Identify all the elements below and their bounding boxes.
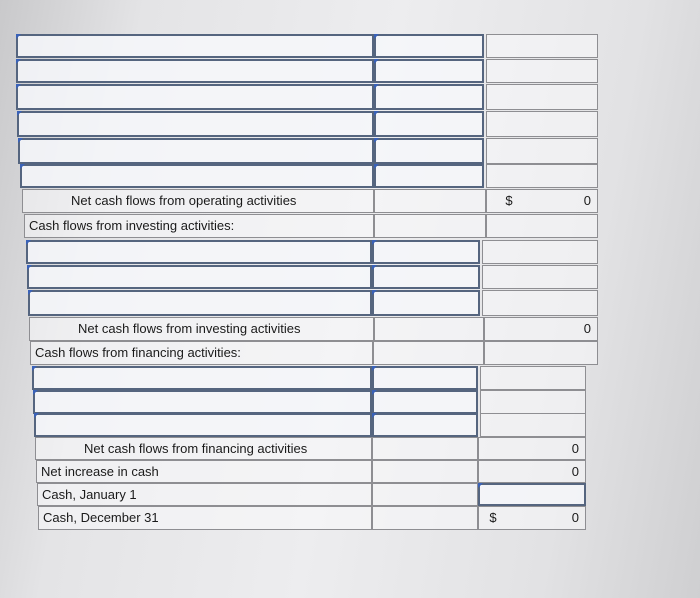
net-financing-total-cell	[478, 437, 586, 460]
investing-description-input-2[interactable]	[27, 265, 372, 289]
investing-amount-input-3[interactable]	[372, 290, 480, 316]
net-investing-row	[29, 317, 598, 341]
operating-total-cell-4	[486, 111, 598, 137]
operating-input-row-6	[20, 164, 598, 188]
financing-amount-input-2[interactable]	[372, 390, 478, 414]
financing-description-input-3[interactable]	[34, 413, 372, 437]
cash-december-currency: $	[489, 510, 497, 525]
operating-total-cell-2	[486, 59, 598, 83]
operating-description-input-2[interactable]	[16, 59, 374, 83]
net-increase-spacer	[372, 460, 478, 483]
operating-input-row-1	[16, 34, 598, 58]
financing-total-cell-1	[480, 366, 586, 390]
operating-amount-input-2[interactable]	[374, 59, 484, 83]
cash-december-total-cell	[478, 506, 586, 530]
cash-december-label: Cash, December 31	[38, 506, 372, 530]
net-increase-total-cell	[478, 460, 586, 483]
financing-amount-input-1[interactable]	[372, 366, 478, 390]
net-operating-spacer	[374, 189, 486, 213]
investing-amount-input-1[interactable]	[372, 240, 480, 264]
financing-input-row-2	[33, 390, 586, 414]
financing-input-row-3	[34, 413, 586, 437]
operating-amount-input-3[interactable]	[374, 84, 484, 110]
operating-description-input-5[interactable]	[18, 138, 374, 164]
investing-description-input-3[interactable]	[28, 290, 372, 316]
net-increase-value: 0	[571, 464, 579, 479]
net-investing-total-cell	[484, 317, 598, 341]
investing-amount-input-2[interactable]	[372, 265, 480, 289]
investing-header-spacer-1	[374, 214, 486, 238]
operating-total-cell-1	[486, 34, 598, 58]
net-operating-currency: $	[505, 193, 513, 208]
operating-amount-input-6[interactable]	[374, 164, 484, 188]
operating-amount-input-4[interactable]	[374, 111, 484, 137]
investing-input-row-1	[26, 240, 598, 264]
operating-input-row-2	[16, 59, 598, 83]
operating-amount-input-1[interactable]	[374, 34, 484, 58]
net-increase-label: Net increase in cash	[36, 460, 372, 483]
financing-input-row-1	[32, 366, 586, 390]
operating-input-row-5	[18, 138, 598, 164]
financing-header-label: Cash flows from financing activities:	[30, 341, 373, 365]
investing-total-cell-1	[482, 240, 598, 264]
operating-description-input-4[interactable]	[17, 111, 374, 137]
cash-january-spacer	[372, 483, 478, 506]
investing-input-row-3	[28, 290, 598, 316]
net-financing-row	[35, 437, 586, 460]
investing-header-label: Cash flows from investing activities:	[24, 214, 374, 238]
net-financing-spacer	[372, 437, 478, 460]
net-operating-total-cell	[486, 189, 598, 213]
investing-header-row	[24, 214, 598, 238]
financing-total-cell-2	[480, 390, 586, 414]
cash-january-input[interactable]	[478, 483, 586, 506]
operating-amount-input-5[interactable]	[374, 138, 484, 164]
net-increase-row	[36, 460, 586, 483]
operating-description-input-3[interactable]	[16, 84, 374, 110]
financing-header-spacer-1	[373, 341, 484, 365]
net-operating-row	[22, 189, 598, 213]
investing-input-row-2	[27, 265, 598, 289]
cash-december-spacer	[372, 506, 478, 530]
net-investing-label: Net cash flows from investing activities	[29, 317, 374, 341]
financing-total-cell-3	[480, 413, 586, 437]
net-financing-value: 0	[571, 441, 579, 456]
operating-input-row-4	[17, 111, 598, 137]
financing-description-input-1[interactable]	[32, 366, 372, 390]
net-operating-value: 0	[583, 193, 591, 208]
investing-total-cell-3	[482, 290, 598, 316]
operating-total-cell-3	[486, 84, 598, 110]
cash-december-value: 0	[571, 510, 579, 525]
investing-header-spacer-2	[486, 214, 598, 238]
operating-total-cell-6	[486, 164, 598, 188]
financing-description-input-2[interactable]	[33, 390, 372, 414]
cash-december-row	[38, 506, 586, 530]
operating-total-cell-5	[486, 138, 598, 164]
investing-total-cell-2	[482, 265, 598, 289]
net-financing-label: Net cash flows from financing activities	[35, 437, 372, 460]
operating-input-row-3	[16, 84, 598, 110]
financing-header-row	[30, 341, 598, 365]
operating-description-input-1[interactable]	[16, 34, 374, 58]
financing-amount-input-3[interactable]	[372, 413, 478, 437]
net-operating-label: Net cash flows from operating activities	[22, 189, 374, 213]
financing-header-spacer-2	[484, 341, 598, 365]
cash-january-label: Cash, January 1	[37, 483, 372, 506]
cash-january-row	[37, 483, 586, 506]
investing-description-input-1[interactable]	[26, 240, 372, 264]
net-investing-value: 0	[583, 321, 591, 336]
net-investing-spacer	[374, 317, 484, 341]
operating-description-input-6[interactable]	[20, 164, 374, 188]
